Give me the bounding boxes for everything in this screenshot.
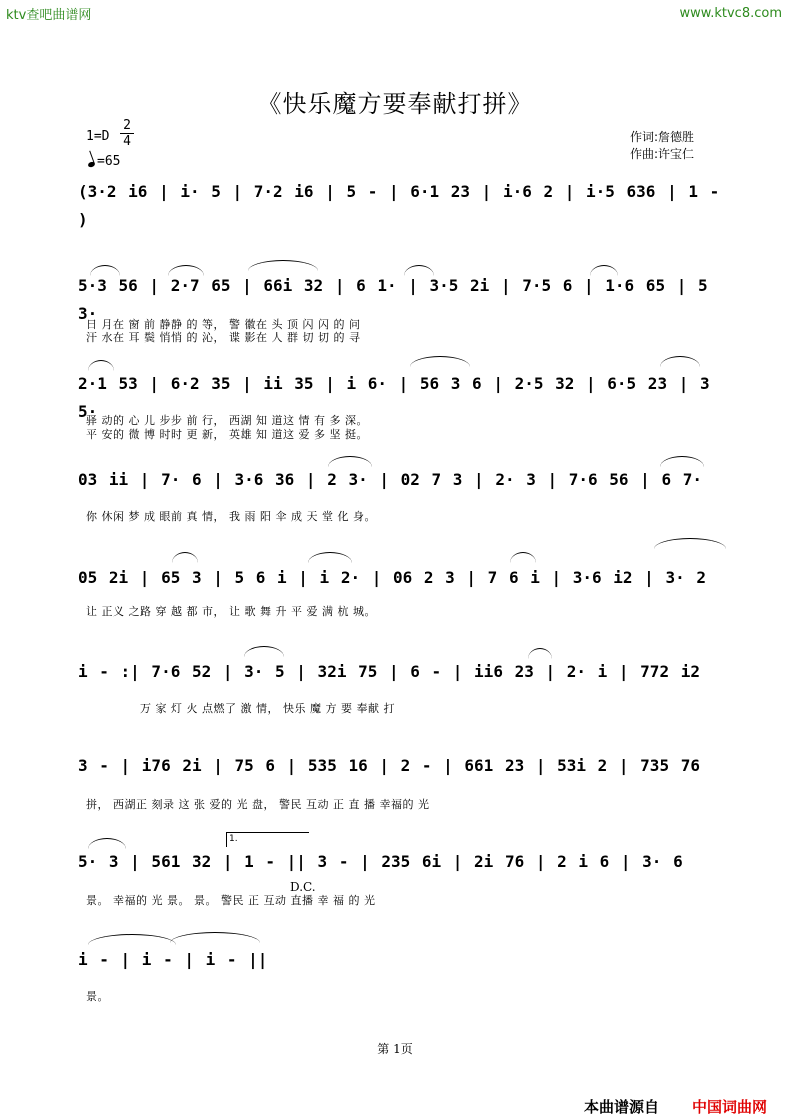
lyric-verse-1: 驿 动的 心 儿 步步 前 行， 西湖 知 道这 情 有 多 深。 bbox=[86, 414, 368, 427]
slur bbox=[88, 838, 126, 849]
slur bbox=[328, 456, 372, 467]
lyric-verse-2: 平 安的 微 博 时时 更 新， 英雄 知 道这 爱 多 坚 挺。 bbox=[86, 428, 368, 441]
slur bbox=[660, 356, 700, 367]
score-row bbox=[78, 272, 728, 323]
notation-line: i - | i - | i - || bbox=[78, 950, 268, 969]
da-capo-mark: D.C. bbox=[290, 880, 316, 894]
slur bbox=[90, 265, 120, 276]
source-label: 本曲谱源自 bbox=[584, 1098, 660, 1116]
lyric-line: 让 正义 之路 穿 越 都 市， 让 歌 舞 升 平 爱 满 杭 城。 bbox=[86, 605, 376, 618]
slur bbox=[660, 456, 704, 467]
slur bbox=[404, 265, 434, 276]
composer: 作曲:许宝仁 bbox=[630, 147, 695, 161]
lyricist: 作词:詹德胜 bbox=[630, 130, 695, 144]
score-row bbox=[78, 178, 728, 229]
notation-line: 3 - | i76 2i | 75 6 | 535 16 | 2 - | 661 23 | 53i 2 | 735 76 bbox=[78, 756, 700, 775]
lyric-line: 景。 幸福的 光 景。 景。 警民 正 互动 直播 幸 福 的 光 bbox=[86, 894, 376, 907]
slur bbox=[172, 552, 198, 563]
notation-line: 2·1 53 | 6·2 35 | ii 35 | i 6· | 56 3 6 | 2·5 32 | 6·5 23 | 3 5· bbox=[78, 374, 710, 421]
tempo-mark bbox=[88, 154, 120, 169]
score-row bbox=[78, 848, 728, 876]
lyric-line: 拼， 西湖正 刻录 这 张 爱的 光 盘， 警民 互动 正 直 播 幸福的 光 bbox=[86, 798, 430, 811]
watermark-left: ktv查吧曲谱网 bbox=[6, 8, 92, 23]
score-row bbox=[78, 946, 728, 974]
notation-line: (3·2 i6 | i· 5 | 7·2 i6 | 5 - | 6·1 23 | i·6 2 | i·5 636 | 1 - ) bbox=[78, 182, 720, 229]
meter-bottom: 4 bbox=[120, 133, 134, 149]
score-row bbox=[78, 752, 728, 780]
notation-line: 03 ii | 7· 6 | 3·6 36 | 2 3· | 02 7 3 | 2· 3 | 7·6 56 | 6 7· bbox=[78, 470, 702, 489]
lyric-line: 你 休闲 梦 成 眼前 真 情， 我 雨 阳 伞 成 天 堂 化 身。 bbox=[86, 510, 376, 523]
slur bbox=[88, 360, 114, 371]
slur bbox=[248, 260, 318, 271]
score-row bbox=[78, 564, 728, 592]
slur bbox=[528, 648, 552, 659]
quarter-note-icon bbox=[87, 161, 95, 168]
notation-line: 5· 3 | 561 32 | 1 - || 3 - | 235 6i | 2i 76 | 2 i 6 | 3· 6 bbox=[78, 852, 683, 871]
watermark-right: www.ktvc8.com bbox=[679, 6, 782, 21]
meter-top: 2 bbox=[123, 118, 131, 133]
slur bbox=[308, 552, 352, 563]
notation-line: 05 2i | 65 3 | 5 6 i | i 2· | 06 2 3 | 7 6 i | 3·6 i2 | 3· 2 bbox=[78, 568, 706, 587]
lyric-line: 景。 bbox=[86, 990, 109, 1003]
lyric-line: 万 家 灯 火 点燃了 激 情， 快乐 魔 方 要 奉献 打 bbox=[140, 702, 395, 715]
notation-line: 5·3 56 | 2·7 65 | 66i 32 | 6 1· | 3·5 2i | 7·5 6 | 1·6 65 | 5 3· bbox=[78, 276, 708, 323]
slur bbox=[654, 538, 726, 549]
notation-line: i - :| 7·6 52 | 3· 5 | 32i 75 | 6 - | ii6 23 | 2· i | 772 i2 bbox=[78, 662, 700, 681]
slur bbox=[244, 646, 284, 657]
site-link[interactable]: 中国词曲网 bbox=[692, 1098, 768, 1116]
key-signature: 1=D bbox=[86, 129, 110, 144]
song-title: 《快乐魔方要奉献打拼》 bbox=[257, 90, 533, 118]
slur bbox=[170, 932, 260, 943]
page-number: 第 1页 bbox=[377, 1042, 413, 1056]
slur bbox=[88, 934, 176, 945]
score-row bbox=[78, 658, 728, 686]
lyric-verse-2: 汗 水在 耳 鬓 悄悄 的 沁， 谍 影在 人 群 切 切 的 寻 bbox=[86, 331, 361, 344]
first-ending-bracket: 1. bbox=[226, 832, 309, 847]
slur bbox=[410, 356, 470, 367]
slur bbox=[168, 265, 204, 276]
tempo-value: =65 bbox=[97, 154, 121, 169]
slur bbox=[590, 265, 618, 276]
time-signature bbox=[120, 118, 134, 149]
score-row bbox=[78, 466, 728, 494]
slur bbox=[510, 552, 536, 563]
lyric-verse-1: 日 月在 窗 前 静静 的 等， 警 徽在 头 顶 闪 闪 的 问 bbox=[86, 318, 361, 331]
